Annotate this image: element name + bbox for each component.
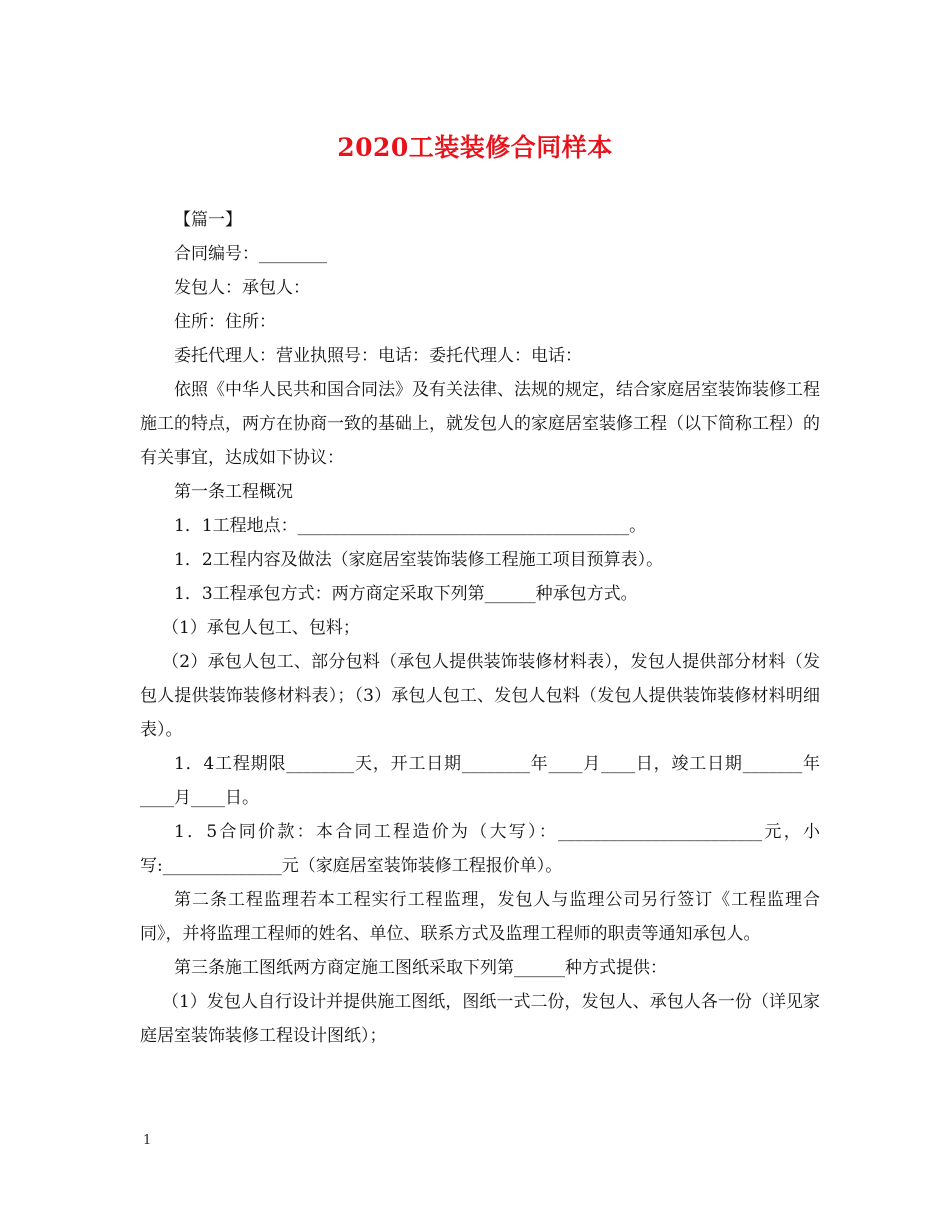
clause-1-1: 1．1工程地点：_______________________________________。	[174, 516, 647, 536]
article-three: 第三条施工图纸两方商定施工图纸采取下列第______种方式提供：	[174, 958, 667, 978]
clause-1-3: 1．3工程承包方式：两方商定采取下列第______种承包方式。	[174, 584, 638, 604]
article-one-heading: 第一条工程概况	[174, 482, 293, 502]
agent-line: 委托代理人：营业执照号：电话：委托代理人：电话：	[174, 346, 582, 366]
option-1: （1）承包人包工、包料；	[162, 618, 360, 638]
article-two: 第二条工程监理若本工程实行工程监理，发包人与监理公司另行签订《工程监理合同》，并将监理工程师的姓名、单位、联系方式及监理工程师的职责等通知承包人。	[140, 890, 820, 944]
drawing-option-1: （1）发包人自行设计并提供施工图纸，图纸一式二份，发包人、承包人各一份（详见家庭居室装饰装修工程设计图纸）；	[140, 992, 820, 1046]
page-number: 1	[143, 1133, 152, 1148]
document-title: 2020工装装修合同样本	[337, 133, 613, 162]
contract-number-line: 合同编号：________	[174, 244, 327, 264]
option-2-3: （2）承包人包工、部分包料（承包人提供装饰装修材料表），发包人提供部分材料（发包人提供装饰装修材料表）；（3）承包人包工、发包人包料（发包人提供装饰装修材料明细表）。	[140, 652, 820, 740]
preamble-paragraph: 依照《中华人民共和国合同法》及有关法律、法规的规定，结合家庭居室装饰装修工程施工的特点，两方在协商一致的基础上，就发包人的家庭居室装修工程（以下简称工程）的有关事宜，达成如下协议：	[140, 380, 820, 468]
address-line: 住所：住所：	[174, 312, 276, 332]
clause-1-4: 1．4工程期限________天，开工日期________年____月____日，竣工日期_______年____月____日。	[140, 754, 820, 808]
clause-1-5: 1．5合同价款：本合同工程造价为（大写）：________________________元，小写:______________元（家庭居室装饰装修工程报价单）。	[140, 822, 820, 876]
clause-1-2: 1．2工程内容及做法（家庭居室装饰装修工程施工项目预算表）。	[174, 550, 664, 570]
document-body	[140, 203, 820, 1053]
parties-line: 发包人：承包人：	[174, 278, 310, 298]
section-heading-part-one: 【篇一】	[174, 210, 242, 230]
